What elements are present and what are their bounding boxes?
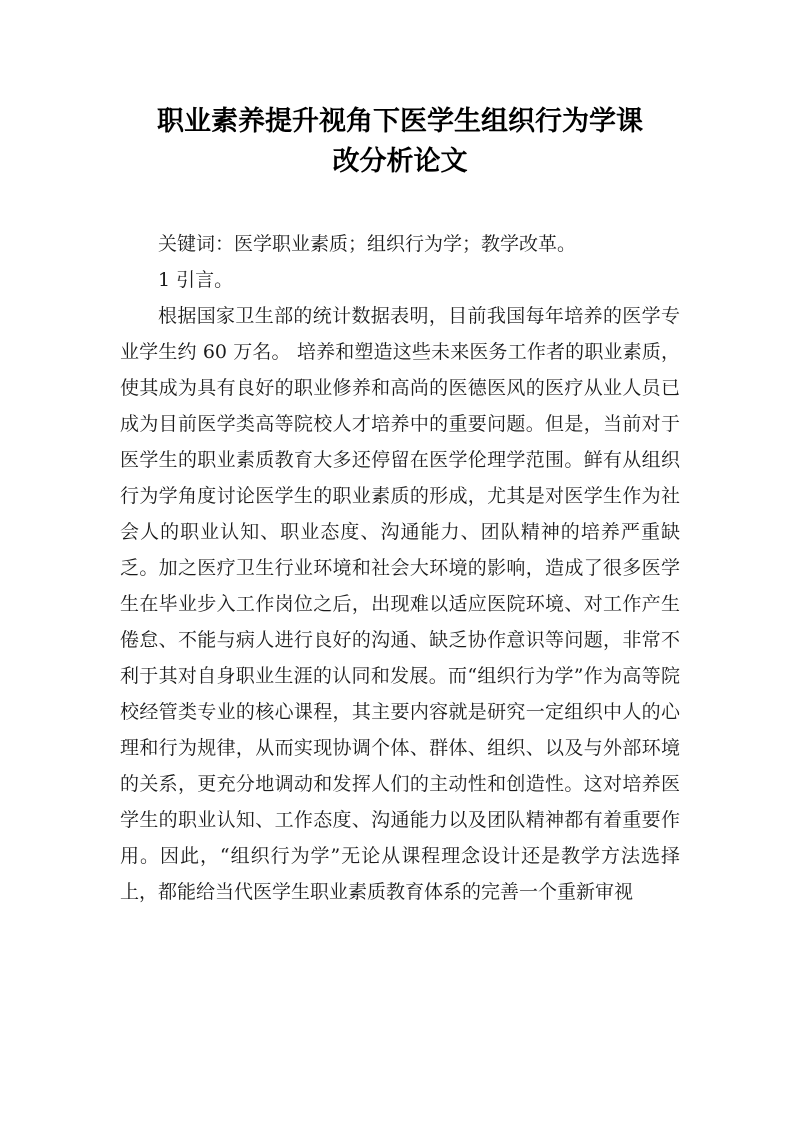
document-title-line-2: 改分析论文: [332, 146, 468, 177]
body-paragraph: 根据国家卫生部的统计数据表明，目前我国每年培养的医学专业学生约 60 万名。 培养和塑造这些未来医务工作者的职业素质，使其成为具有良好的职业修养和高尚的医德医风的医疗从业人员已成为目前医学类高等院校人才培养中的重要问题。但是，当前对于医学生的职业素质教育大多还停留在医学伦理学范围。鲜有从组织行为学角度讨论医学生的职业素质的形成，尤其是对医学生作为社会人的职业认知、职业态度、沟通能力、团队精神的培养严重缺乏。加之医疗卫生行业环境和社会大环境的影响，造成了很多医学生在毕业步入工作岗位之后，出现难以适应医院环境、对工作产生倦怠、不能与病人进行良好的沟通、缺乏协作意识等问题，非常不利于其对自身职业生涯的认同和发展。而“组织行为学”作为高等院校经管类专业的核心课程，其主要内容就是研究一定组织中人的心理和行为规律，从而实现协调个体、群体、组织、以及与外部环境的关系，更充分地调动和发挥人们的主动性和创造性。这对培养医学生的职业认知、工作态度、沟通能力以及团队精神都有着重要作用。因此，“组织行为学”无论从课程理念设计还是教学方法选择上，都能给当代医学生职业素质教育体系的完善一个重新审视: [120, 305, 680, 903]
document-body: [120, 226, 680, 910]
section-heading: 1 引言。: [158, 269, 234, 291]
document-title-line-1: 职业素养提升视角下医学生组织行为学课: [157, 106, 643, 137]
keywords-line: 关键词：医学职业素质；组织行为学；教学改革。: [158, 233, 577, 255]
